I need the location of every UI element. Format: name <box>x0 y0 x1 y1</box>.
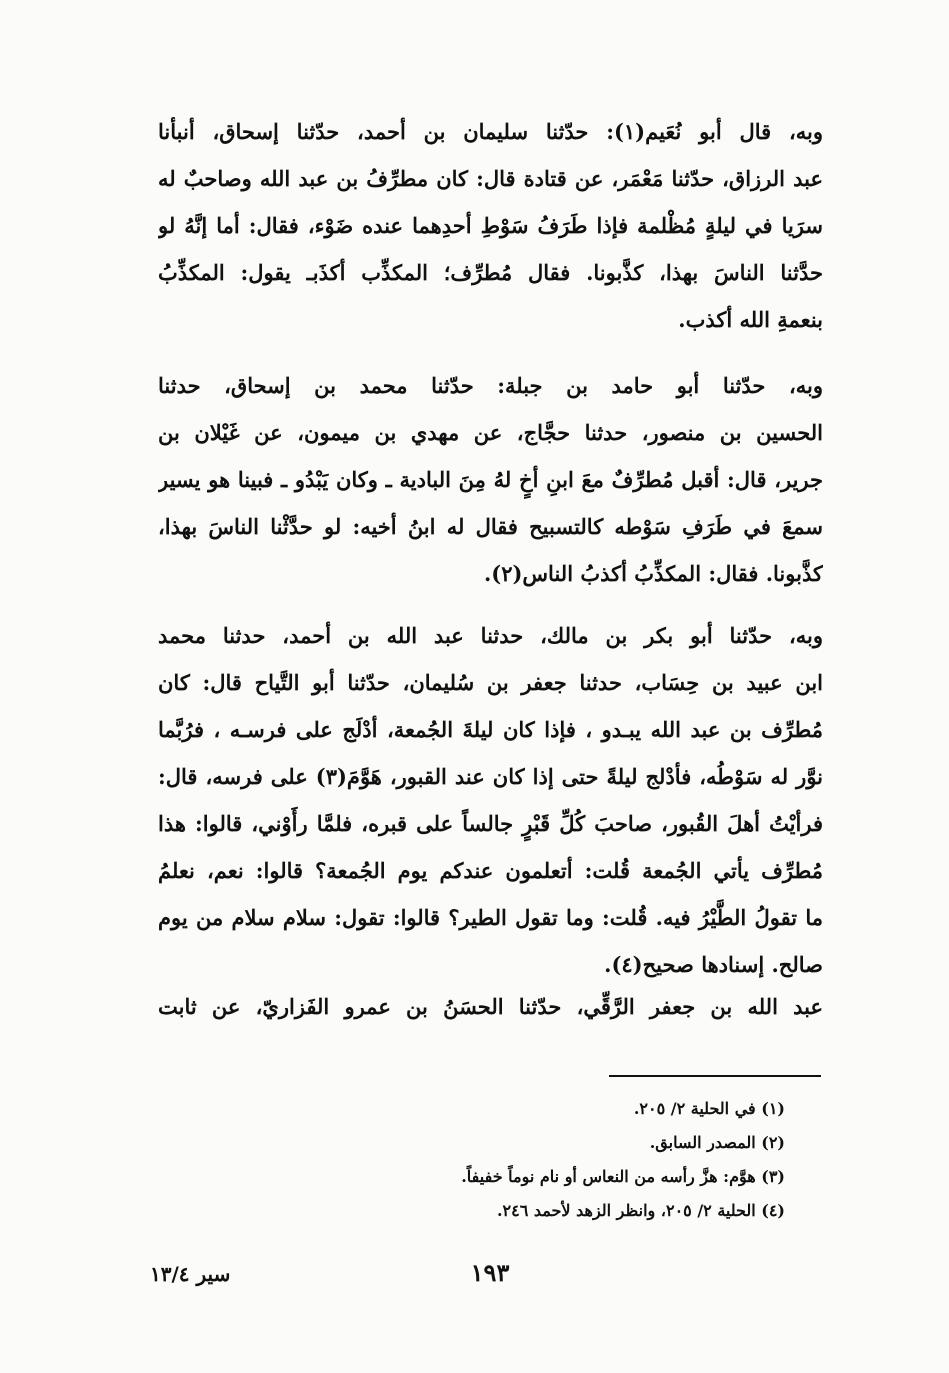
paragraph-line: ابن عبيد بن حِسَاب، حدثنا جعفر بن سُليمان، حدّثنا أبو التَّياح قال: كان <box>158 670 823 695</box>
paragraph-line: بنعمةِ الله أكذب. <box>678 307 823 332</box>
paragraph-4 <box>158 983 823 1030</box>
footnote-2: (٢) المصدر السابق. <box>649 1133 785 1152</box>
paragraph-line: جرير، قال: أقبل مُطرِّفٌ معَ ابنِ أخٍ لهُ مِنَ البادية ـ وكان يَبْدُو ـ فبينا هو يسير <box>158 467 823 492</box>
paragraph-line: ما تقولُ الطَّيْرُ فيه. قُلت: وما تقول الطير؟ قالوا: تقول: سلام سلام من يوم <box>158 905 823 930</box>
footnote-1: (١) في الحلية ٢/ ٢٠٥. <box>633 1099 785 1118</box>
paragraph-line: فرأيْتُ أهلَ القُبور، صاحبَ كُلِّ قَبْرٍ جالساً على قبره، فلمَّا رأَوْني، قالوا: هذا <box>158 811 823 836</box>
paragraph-line: سمعَ في طَرَفِ سَوْطه كالتسبيح فقال له ابنُ أخيه: لو حدَّثْنا الناسَ بهذا، <box>158 514 823 539</box>
paragraph-line: الحسين بن منصور، حدثنا حجَّاج، عن مهدي بن ميمون، عن غَيْلان بن <box>158 420 823 445</box>
paragraph-line: حدَّثنا الناسَ بهذا، كذَّبونا. فقال مُطرِّف؛ المكذِّب أكذَبـ يقول: المكذِّبُ <box>158 260 823 285</box>
paragraph-line: عبد الله بن جعفر الرَّقِّي، حدّثنا الحسَنُ بن عمرو الفَزاريّ، عن ثابت <box>158 994 823 1019</box>
paragraph-line: نوَّر له سَوْطُه، فأدْلج ليلةً حتى إذا كان عند القبور، هَوَّمَ(٣) على فرسه، قال: <box>158 764 823 789</box>
signature-mark: سير ١٣/٤ <box>150 1262 231 1286</box>
paragraph-line: سرَيا في ليلةٍ مُظْلمة فإذا طَرَفُ سَوْطِ أحدِهما عنده ضَوْء، فقال: أما إنَّهُ لو <box>158 213 823 238</box>
footnote-3: (٣) هوَّم: هزَّ رأسه من النعاس أو نام نوماً خفيفاً. <box>461 1167 785 1186</box>
paragraph-line: عبد الرزاق، حدّثنا مَعْمَر، عن قتادة قال: كان مطرِّفُ بن عبد الله وصاحبٌ له <box>158 166 823 191</box>
paragraph-line: صالح. إسنادها صحيح(٤). <box>604 952 823 977</box>
paragraph-line: وبه، حدّثنا أبو بكر بن مالك، حدثنا عبد الله بن أحمد، حدثنا محمد <box>158 623 823 648</box>
paragraph-line: وبه، قال أبو نُعَيم(١): حدّثنا سليمان بن أحمد، حدّثنا إسحاق، أنبأنا <box>158 119 823 144</box>
paragraph-2 <box>158 362 823 597</box>
page-number: ١٩٣ <box>470 1258 510 1287</box>
footnote-divider <box>609 1075 821 1077</box>
footnote-4: (٤) الحلية ٢/ ٢٠٥، وانظر الزهد لأحمد ٢٤٦. <box>496 1201 785 1220</box>
paragraph-line: مُطرِّف يأتي الجُمعة قُلت: أتعلمون عندكم يوم الجُمعة؟ قالوا: نعم، نعلمُ <box>158 858 823 883</box>
footnotes <box>360 1092 785 1228</box>
paragraph-1 <box>158 108 823 343</box>
paragraph-line: وبه، حدّثنا أبو حامد بن جبلة: حدّثنا محمد بن إسحاق، حدثنا <box>158 373 823 398</box>
paragraph-3 <box>158 612 823 988</box>
paragraph-line: كذَّبونا. فقال: المكذِّبُ أكذبُ الناس(٢). <box>483 561 823 586</box>
paragraph-line: مُطرِّف بن عبد الله يبـدو ، فإذا كان ليلةَ الجُمعة، أدْلَج على فرسـه ، فرُبَّما <box>158 717 823 742</box>
